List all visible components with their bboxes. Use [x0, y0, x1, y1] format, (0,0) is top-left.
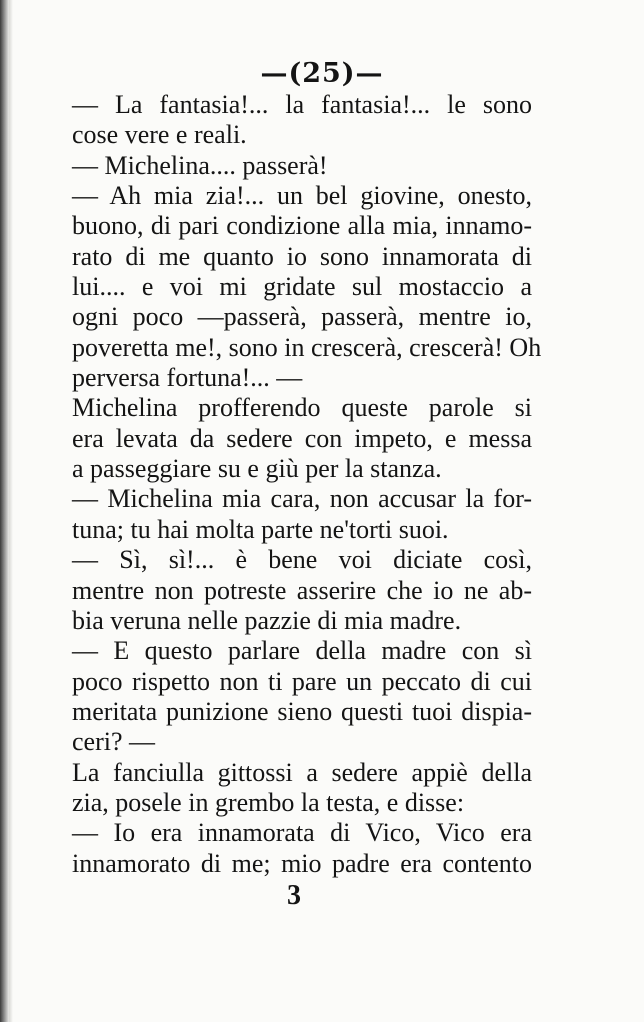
- text-line: innamorato di me; mio padre era contento: [72, 848, 532, 878]
- text-line: — Io era innamorata di Vico, Vico era: [72, 818, 532, 848]
- text-line: rato di me quanto io sono innamorata di: [72, 241, 532, 271]
- text-line: zia, posele in grembo la testa, e disse:: [72, 787, 465, 817]
- signature-mark: 3: [287, 880, 301, 911]
- text-line: poco rispetto non ti pare un peccato di cui: [72, 666, 532, 696]
- text-line: era levata da sedere con impeto, e messa: [72, 423, 532, 453]
- body-text: [72, 90, 542, 879]
- text-line: buono, di pari condizione alla mia, innamo-: [72, 211, 532, 241]
- text-line: bia veruna nelle pazzie di mia madre.: [72, 605, 462, 635]
- text-line: — Sì, sì!... è bene voi diciate così,: [72, 545, 532, 575]
- text-line: mentre non potreste asserire che io ne ab-: [72, 575, 532, 605]
- page-binding-shadow: [9, 0, 13, 1022]
- text-line: poveretta me!, sono in crescerà, crescerà! Oh: [72, 332, 542, 362]
- text-line: lui.... e voi mi gridate sul mostaccio a: [72, 272, 532, 302]
- page-number-header: —(25)—: [260, 58, 384, 89]
- text-line: a passeggiare su e giù per la stanza.: [72, 454, 442, 484]
- text-line: Michelina profferendo queste parole si: [72, 393, 532, 423]
- text-line: ogni poco —passerà, passerà, mentre io,: [72, 302, 532, 332]
- text-line: perversa fortuna!... —: [72, 363, 303, 393]
- text-line: cose vere e reali.: [72, 120, 247, 150]
- text-line: La fanciulla gittossi a sedere appiè della: [72, 757, 532, 787]
- text-line: — Michelina mia cara, non accusar la for-: [72, 484, 532, 514]
- page-binding-edge: [0, 0, 9, 1022]
- text-line: ceri? —: [72, 727, 156, 757]
- text-line: tuna; tu hai molta parte ne'torti suoi.: [72, 514, 449, 544]
- text-line: — Ah mia zia!... un bel giovine, onesto,: [72, 181, 532, 211]
- text-line: — Michelina.... passerà!: [72, 150, 328, 180]
- text-line: — E questo parlare della madre con sì: [72, 636, 532, 666]
- text-line: meritata punizione sieno questi tuoi dispia-: [72, 696, 532, 726]
- text-line: — La fantasia!... la fantasia!... le sono: [72, 90, 532, 119]
